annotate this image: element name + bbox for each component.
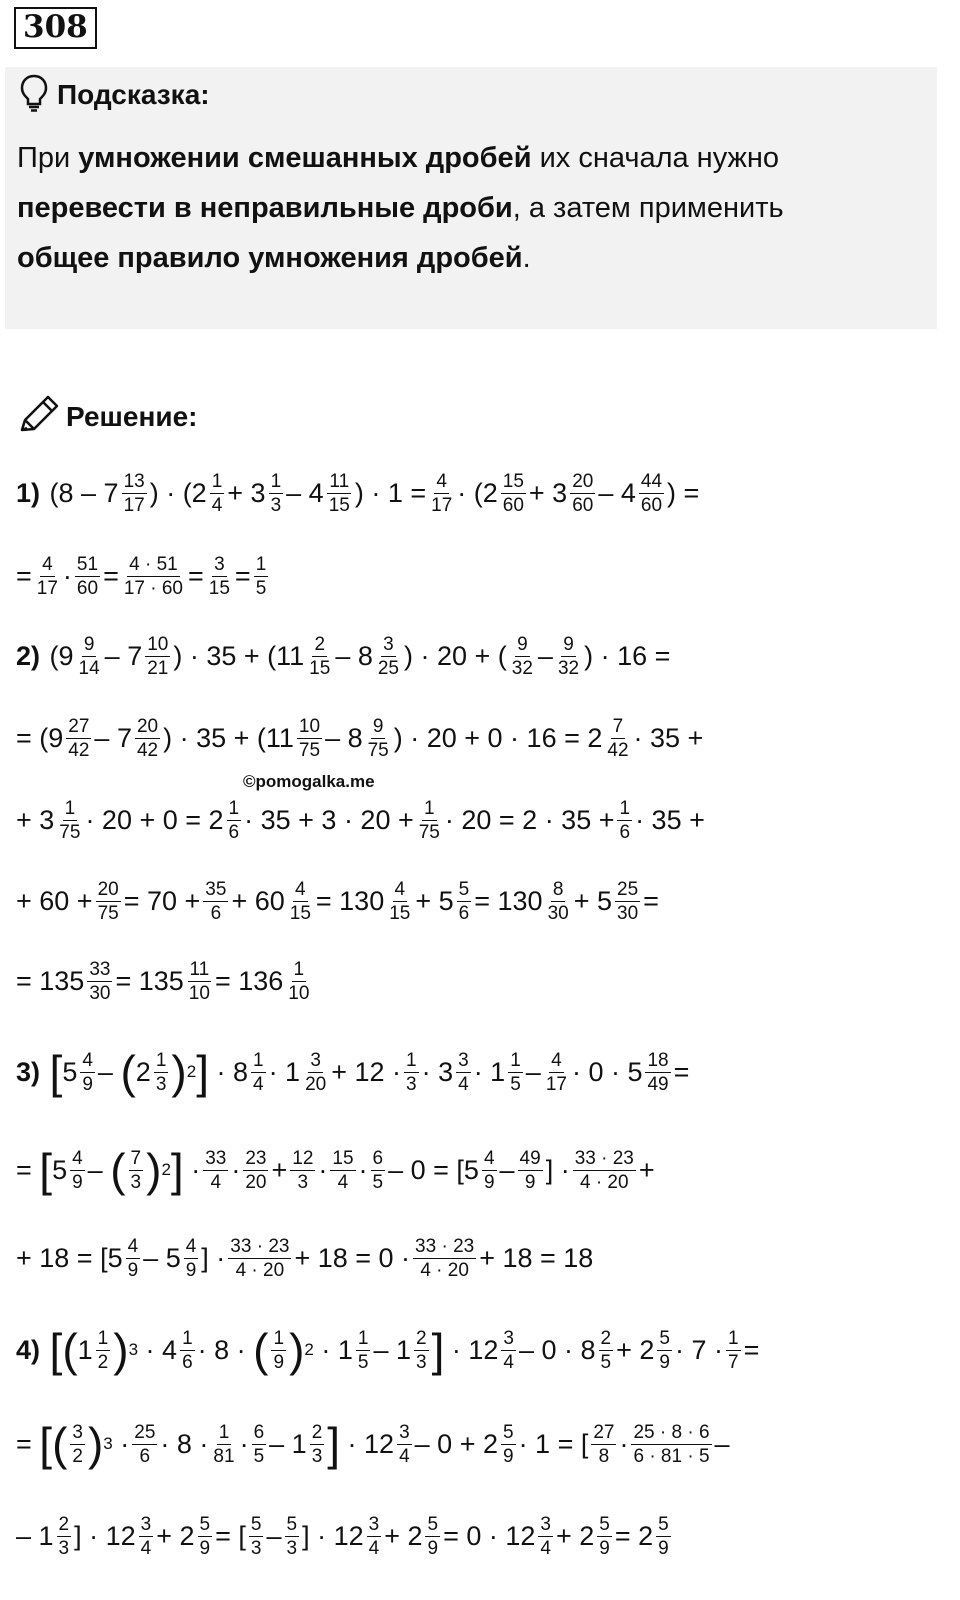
math-line: – 1 $\frac{2}{3}$ ] · 12 $\frac{3}{4}$ + 2 $\frac{5}{9}$ = [ $\frac{5}{3}$ – $\frac{5}{3}$ ] · 12 $\frac{3}{4}$ + 2 $\frac{5}{9}$ = 0 · 12 $\frac{3}{4}$ + 2 $\frac{5}{9}$ = 2 $\frac{5}{9}$ <box>16 1513 669 1559</box>
math-line: = [ 5 $\frac{4}{9}$ – ( $\frac{7}{3}$ ) 2 ] · $\frac{33}{4}$ · $\frac{23}{20}$ + $\frac{12}{3}$ · $\frac{15}{4}$ · $\frac{6}{5}$ – 0 = [5 $\frac{4}{9}$ – $\frac{49}{9}$ ] · $\frac{33 \cdot 23}{4 \cdot 20}$ + <box>16 1144 655 1196</box>
math-line: 3) [ 5 $\frac{4}{9}$ – ( 2 $\frac{1}{3}$ ) 2 ] · 8 $\frac{1}{4}$ · 1 $\frac{3}{20}$ + 12 · $\frac{1}{3}$ · 3 $\frac{3}{4}$ · 1 $\frac{1}{5}$ – $\frac{4}{17}$ · 0 · 5 $\frac{18}{49}$ = <box>16 1046 690 1098</box>
solution-header <box>16 396 197 438</box>
lightbulb-icon <box>19 74 49 116</box>
math-line: + 18 = [5 $\frac{4}{9}$ – 5 $\frac{4}{9}$ ] · $\frac{33 \cdot 23}{4 \cdot 20}$ + 18 = 0 · $\frac{33 \cdot 23}{4 \cdot 20}$ + 18 = 18 <box>16 1235 594 1281</box>
hint-bold-part: общее правило умножения дробей <box>17 242 523 274</box>
hint-text <box>17 133 917 283</box>
math-line: 4) [ ( 1 $\frac{1}{2}$ ) 3 · 4 $\frac{1}{6}$ · 8 · ( $\frac{1}{9}$ ) 2 · 1 $\frac{1}{5}$ – 1 $\frac{2}{3}$ ] · 12 $\frac{3}{4}$ – 0 · 8 $\frac{2}{5}$ + 2 $\frac{5}{9}$ · 7 · $\frac{1}{7}$ = <box>16 1324 760 1376</box>
hint-bold-part: перевести в неправильные дроби <box>17 192 513 224</box>
hint-text-part: их сначала нужно <box>531 142 780 174</box>
math-line: = (9 $\frac{27}{42}$ – 7 $\frac{20}{42}$ ) · 35 + (11 $\frac{10}{75}$ – 8 $\frac{9}{75}$ ) · 20 + 0 · 16 = 2 $\frac{7}{42}$ · 35 + <box>16 715 704 761</box>
math-line: = [ ( $\frac{3}{2}$ ) 3 · $\frac{25}{6}$ · 8 · $\frac{1}{81}$ · $\frac{6}{5}$ – 1 $\frac{2}{3}$ ] · 12 $\frac{3}{4}$ – 0 + 2 $\frac{5}{9}$ · 1 = [ $\frac{27}{8}$ · $\frac{25 \cdot 8 \cdot 6}{6 \cdot 81 \cdot 5}$ – <box>16 1418 730 1470</box>
math-line: + 60 + $\frac{20}{75}$ = 70 + $\frac{35}{6}$ + 60 $\frac{4}{15}$ = 130 $\frac{4}{15}$ + 5 $\frac{5}{6}$ = 130 $\frac{8}{30}$ + 5 $\frac{25}{30}$ = <box>16 878 659 924</box>
hint-box <box>5 67 937 329</box>
hint-title: Подсказка: <box>57 79 210 110</box>
math-line: = $\frac{4}{17}$ · $\frac{51}{60}$ = $\frac{4 \cdot 51}{17 \cdot 60}$ = $\frac{3}{15}$ = $\frac{1}{5}$ <box>16 553 267 599</box>
math-line: 1) (8 – 7 $\frac{13}{17}$ ) · (2 $\frac{1}{4}$ + 3 $\frac{1}{3}$ – 4 $\frac{11}{15}$ ) · 1 = $\frac{4}{17}$ · (2 $\frac{15}{60}$ + 3 $\frac{20}{60}$ – 4 $\frac{44}{60}$ ) = <box>16 470 700 516</box>
hint-bold-part: умножении смешанных дробей <box>78 142 532 174</box>
hint-header <box>19 75 210 115</box>
solution-title: Решение: <box>66 401 198 432</box>
math-line: + 3 $\frac{1}{75}$ · 20 + 0 = 2 $\frac{1}{6}$ · 35 + 3 · 20 + $\frac{1}{75}$ · 20 = 2 · 35 + $\frac{1}{6}$ · 35 + <box>16 797 705 843</box>
hint-text-part: . <box>522 242 531 274</box>
hint-text-part: , а затем применить <box>512 192 784 224</box>
pencil-icon <box>16 394 60 440</box>
math-line: 2) (9 $\frac{9}{14}$ – 7 $\frac{10}{21}$ ) · 35 + (11 $\frac{2}{15}$ – 8 $\frac{3}{25}$ ) · 20 + ( $\frac{9}{32}$ – $\frac{9}{32}$ ) · 16 = <box>16 633 671 679</box>
problem-number: 308 <box>14 7 97 49</box>
hint-text-part: При <box>17 142 79 174</box>
math-line: = 135 $\frac{33}{30}$ = 135 $\frac{11}{10}$ = 136 $\frac{1}{10}$ <box>16 958 310 1004</box>
watermark: ©pomogalka.me <box>243 772 375 791</box>
